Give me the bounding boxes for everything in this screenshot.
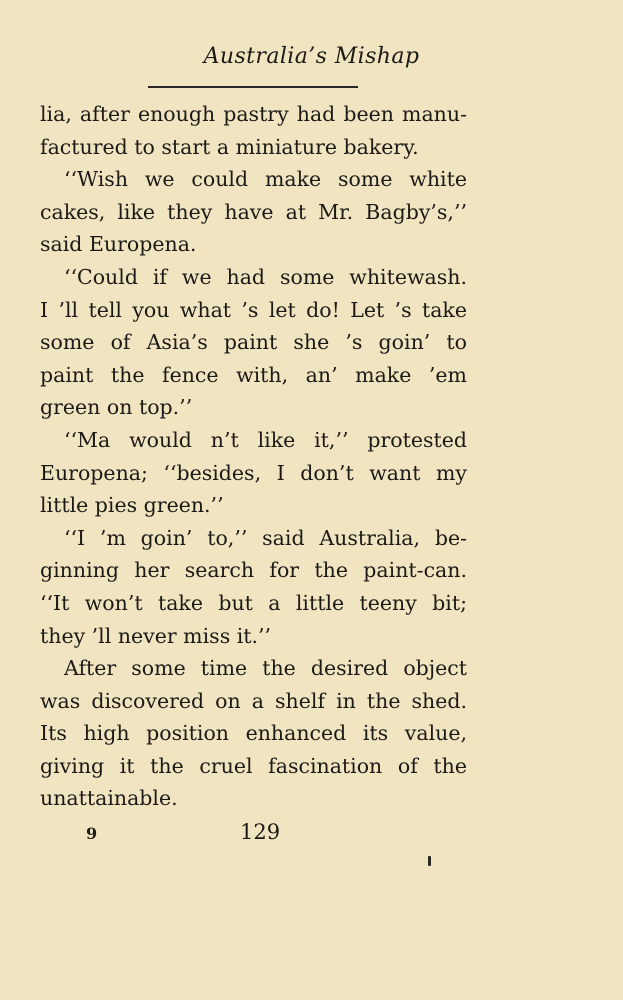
signature-mark: 9 — [86, 824, 98, 843]
text-line: said Europena. — [40, 232, 197, 257]
text-line: ‘‘It won’t take but a little teeny bit; — [40, 590, 467, 615]
text-line: ‘‘Wish we could make some white — [64, 167, 467, 192]
text-line: ‘‘I ’m goin’ to,’’ said Australia, be- — [64, 525, 467, 550]
text-line: they ’ll never miss it.’’ — [40, 623, 272, 648]
body-text — [40, 98, 467, 815]
text-line: some of Asia’s paint she ’s goin’ to — [40, 330, 467, 355]
text-line: cakes, like they have at Mr. Bagby’s,’’ — [40, 199, 467, 224]
page-number: 129 — [240, 820, 281, 844]
text-line: lia, after enough pastry had been manu- — [40, 102, 467, 126]
text-line: giving it the cruel fascination of the — [40, 753, 467, 778]
ink-speck — [428, 856, 431, 866]
text-line: Europena; ‘‘besides, I don’t want my — [40, 460, 467, 485]
text-line: paint the fence with, an’ make ’em — [40, 362, 467, 387]
text-line: Its high position enhanced its value, — [40, 721, 467, 746]
text-line: ‘‘Could if we had some whitewash. — [64, 264, 467, 289]
text-line: After some time the desired object — [64, 656, 467, 681]
text-line: I ’ll tell you what ’s let do! Let ’s take — [40, 297, 467, 322]
text-line: factured to start a miniature bakery. — [40, 134, 419, 159]
text-line: ‘‘Ma would n’t like it,’’ protested — [64, 427, 467, 452]
text-line: little pies green.’’ — [40, 493, 224, 518]
header-rule — [148, 86, 358, 88]
running-head-title: Australia’s Mishap — [203, 44, 420, 69]
text-line: unattainable. — [40, 786, 178, 811]
text-line: ginning her search for the paint-can. — [40, 558, 467, 583]
text-line: was discovered on a shelf in the shed. — [40, 688, 467, 713]
text-line: green on top.’’ — [40, 395, 193, 420]
